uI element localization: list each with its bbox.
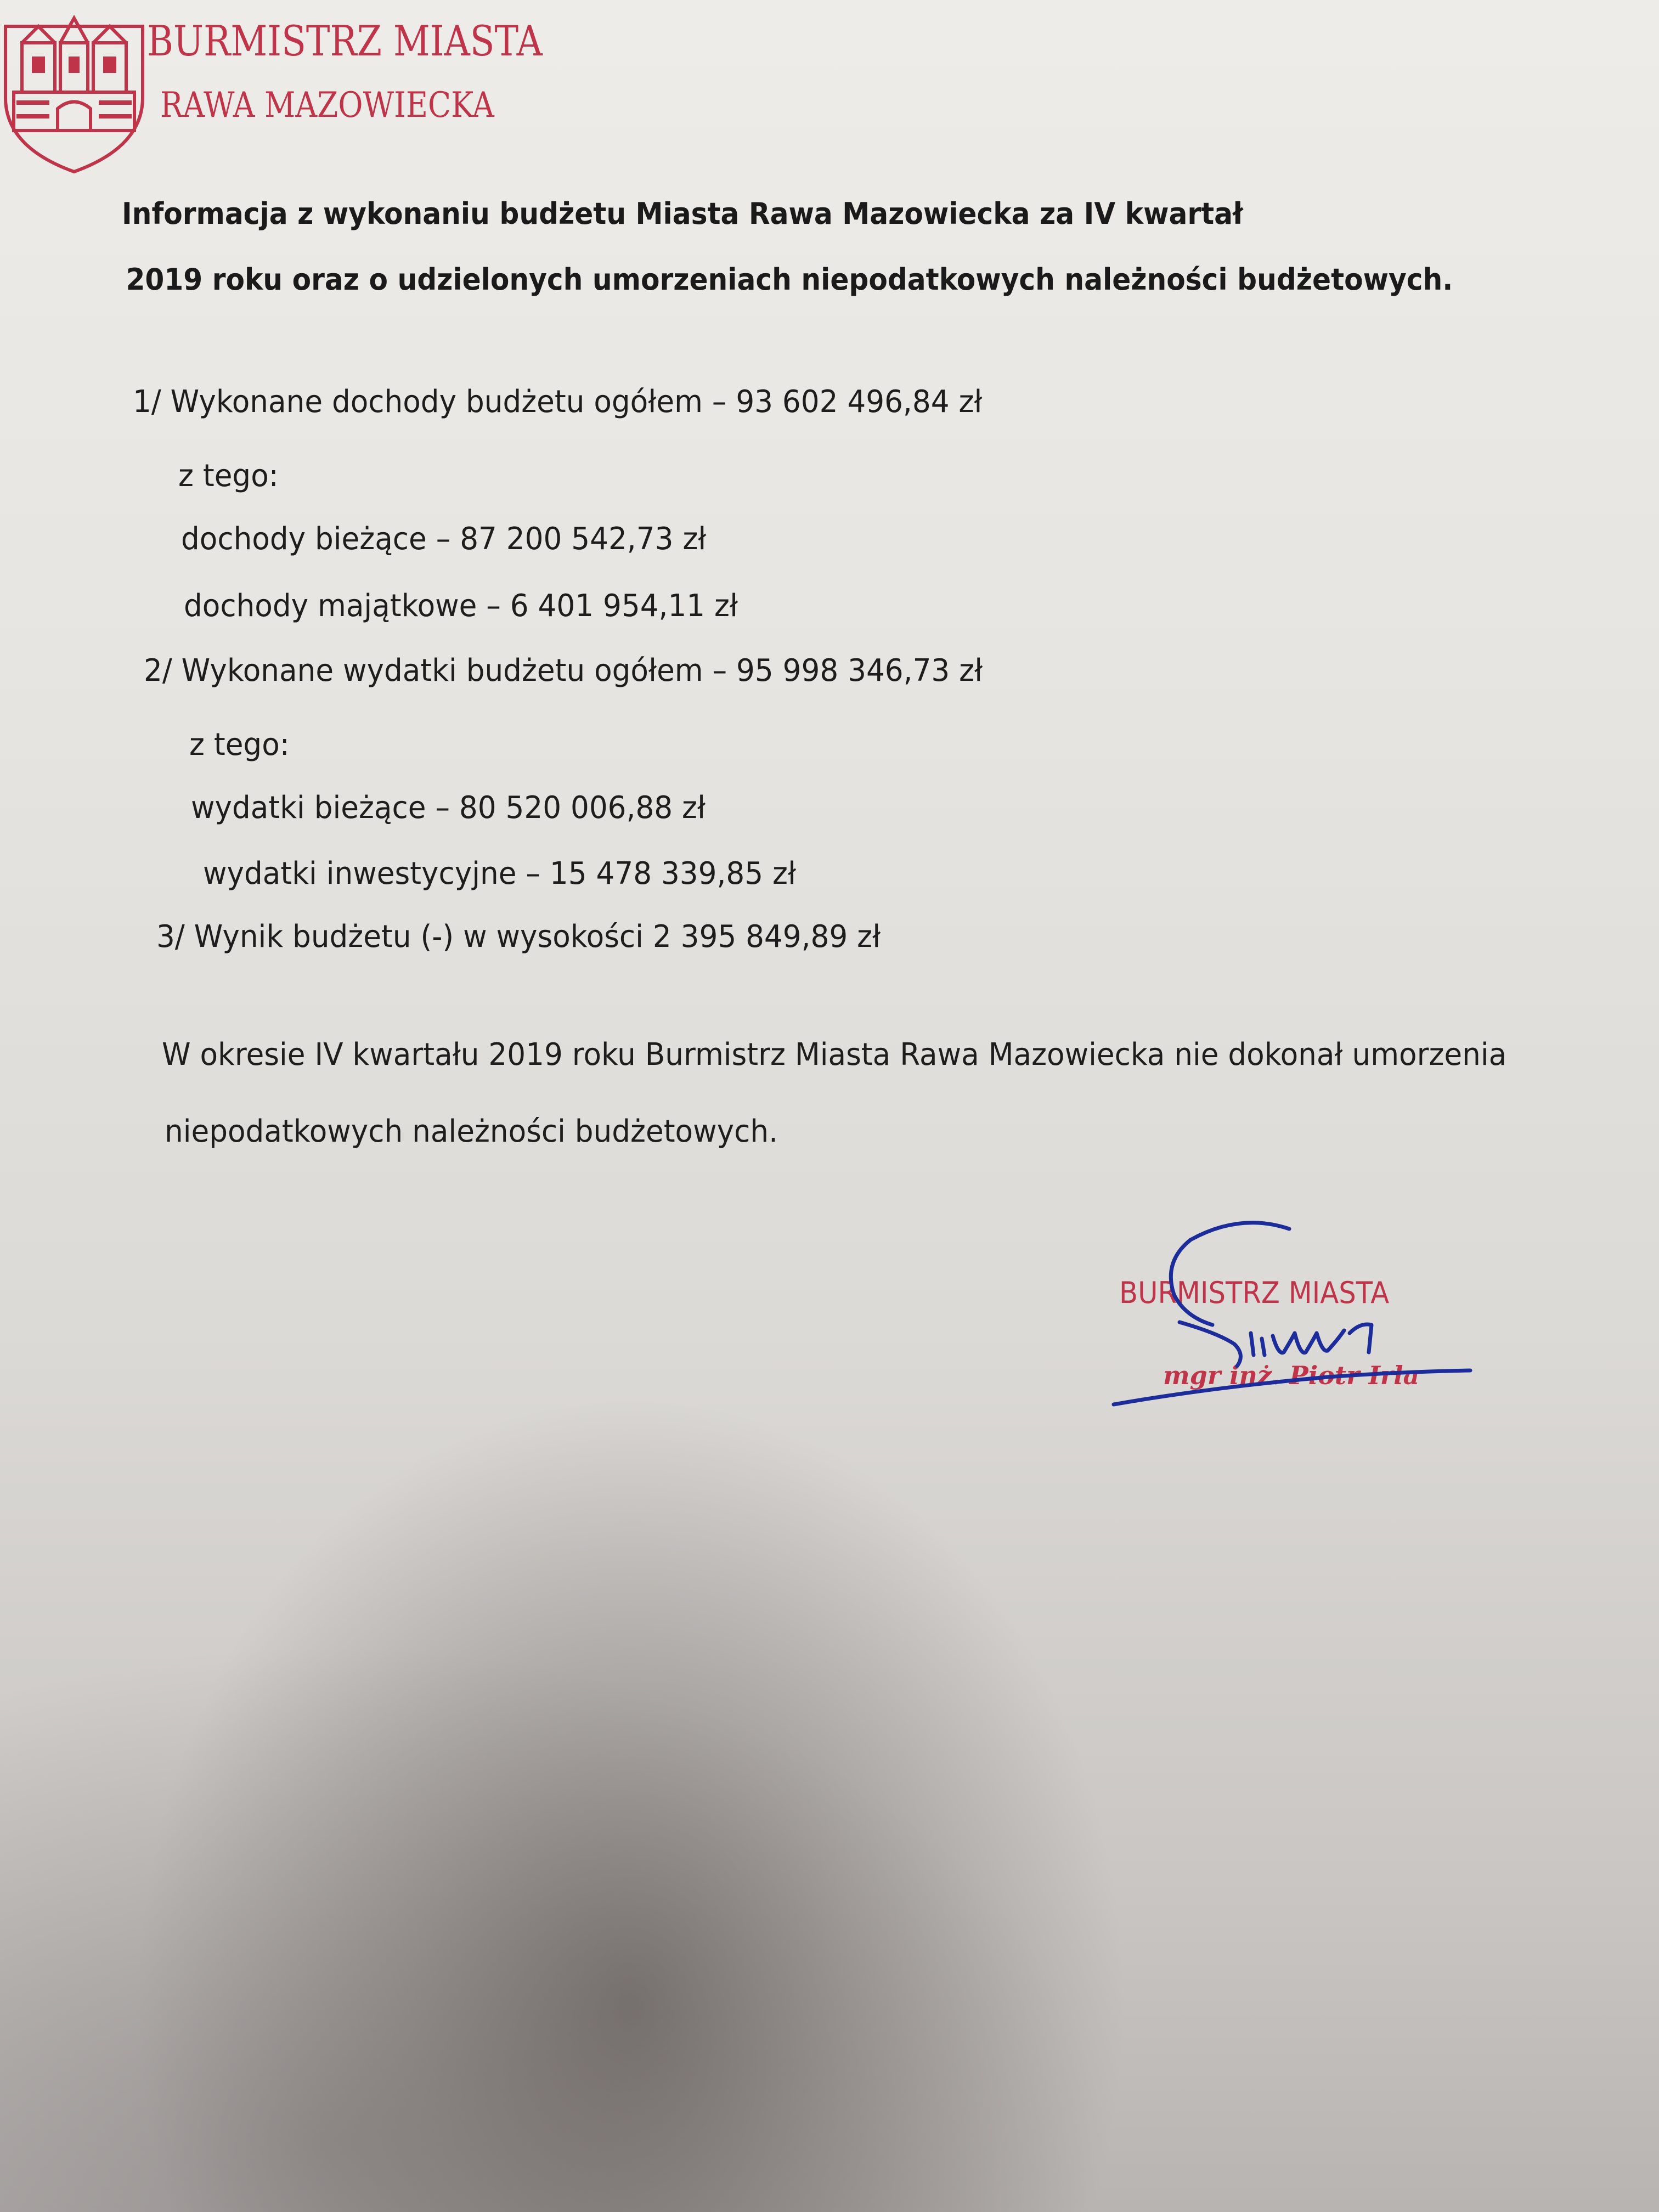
property-income-line: dochody majątkowe – 6 401 954,11 zł	[184, 588, 738, 624]
signature-stamp-title: BURMISTRZ MIASTA	[1119, 1276, 1390, 1310]
document-title	[122, 181, 1453, 313]
handwritten-signature-icon	[1097, 1207, 1514, 1426]
expenses-subheading: z tego:	[189, 727, 290, 763]
expenses-total-line: 2/ Wykonane wydatki budżetu ogółem – 95 998 346,73 zł	[144, 653, 983, 689]
current-income-line: dochody bieżące – 87 200 542,73 zł	[181, 521, 707, 557]
signature-stamp-name: mgr inż. Piotr Irla	[1163, 1361, 1420, 1390]
current-expenses-line: wydatki bieżące – 80 520 006,88 zł	[191, 790, 706, 826]
budget-result-line: 3/ Wynik budżetu (-) w wysokości 2 395 849,89 zł	[156, 919, 881, 955]
town-crest-icon	[0, 4, 148, 174]
title-line-1: Informacja z wykonaniu budżetu Miasta Rawa Mazowiecka za IV kwartał	[122, 196, 1243, 231]
note-line-1: W okresie IV kwartału 2019 roku Burmistrz Miasta Rawa Mazowiecka nie dokonał umorzenia	[162, 1037, 1507, 1073]
header-stamp	[0, 0, 549, 181]
investment-expenses-line: wydatki inwestycyjne – 15 478 339,85 zł	[203, 856, 797, 891]
income-total-line: 1/ Wykonane dochody budżetu ogółem – 93 602 496,84 zł	[133, 384, 983, 420]
stamp-title-line1: BURMISTRZ MIASTA	[147, 16, 543, 65]
note-line-2: niepodatkowych należności budżetowych.	[165, 1114, 778, 1149]
income-subheading: z tego:	[178, 458, 279, 494]
title-line-2: 2019 roku oraz o udzielonych umorzeniach niepodatkowych należności budżetowych.	[126, 262, 1453, 297]
signature-block	[1097, 1207, 1514, 1426]
stamp-title-line2: RAWA MAZOWIECKA	[160, 85, 494, 126]
